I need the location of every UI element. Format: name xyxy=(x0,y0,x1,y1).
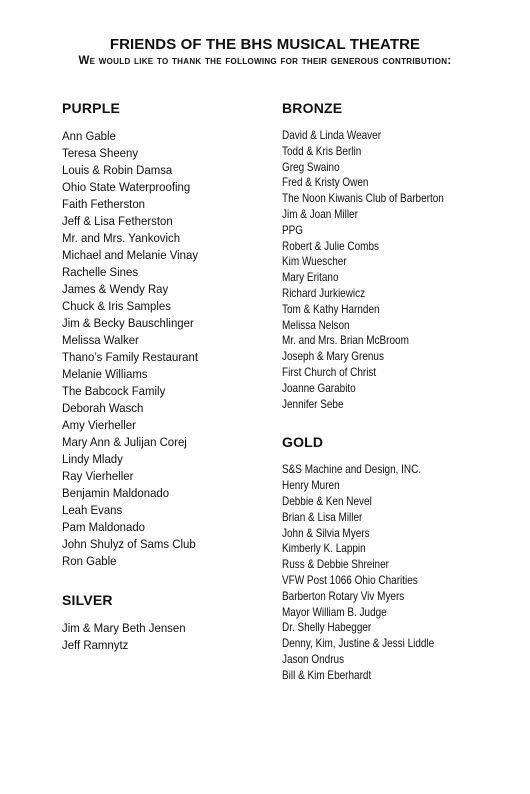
donor-name: Todd & Kris Berlin xyxy=(282,144,362,158)
donor-name: VFW Post 1066 Ohio Charities xyxy=(282,573,418,587)
donor-name: Lindy Mlady xyxy=(62,452,123,466)
bronze-list xyxy=(282,128,512,412)
donor-name: Russ & Debbie Shreiner xyxy=(282,558,389,572)
donor-name: Richard Jurkiewicz xyxy=(282,286,366,300)
purple-list xyxy=(62,128,272,570)
donor-name: First Church of Christ xyxy=(282,365,377,379)
donor-name: John Shulyz of Sams Club xyxy=(62,537,196,551)
donor-name: Jennifer Sebe xyxy=(282,397,344,411)
donor-name: Mayor William B. Judge xyxy=(282,605,387,619)
donor-name: Tom & Kathy Harnden xyxy=(282,302,380,316)
donor-name: Mr. and Mrs. Yankovich xyxy=(62,231,181,245)
donor-name: Ray Vierheller xyxy=(62,469,134,483)
donor-name: Fred & Kristy Owen xyxy=(282,176,369,190)
donor-name: Brian & Lisa Miller xyxy=(282,510,363,524)
donor-name: Deborah Wasch xyxy=(62,401,144,415)
donor-name: Rachelle Sines xyxy=(62,265,139,279)
gold-list xyxy=(282,462,512,683)
donor-name: Robert & Julie Combs xyxy=(282,239,379,253)
right-column xyxy=(282,100,512,684)
donor-name: Ohio State Waterproofing xyxy=(62,180,191,194)
donor-name: Dr. Shelly Habegger xyxy=(282,621,372,635)
donor-name: Jim & Joan Miller xyxy=(282,207,358,221)
donor-name: Melissa Nelson xyxy=(282,318,350,332)
donor-name: Mary Ann & Julijan Corej xyxy=(62,435,187,449)
purple-heading: PURPLE xyxy=(62,100,120,116)
donor-name: PPG xyxy=(282,223,304,237)
silver-list xyxy=(62,620,272,654)
donor-name: Bill & Kim Eberhardt xyxy=(282,668,372,682)
donor-name: Teresa Sheeny xyxy=(62,146,139,160)
donor-name: Jim & Becky Bauschlinger xyxy=(62,316,194,330)
donor-name: Leah Evans xyxy=(62,503,123,517)
donor-name: Joanne Garabito xyxy=(282,381,356,395)
donor-name: David & Linda Weaver xyxy=(282,129,382,142)
donor-name: John & Silvia Myers xyxy=(282,526,370,540)
donor-name: Faith Fetherston xyxy=(62,197,146,211)
donor-name: Melissa Walker xyxy=(62,333,139,347)
donor-name: The Noon Kiwanis Club of Barberton xyxy=(282,192,444,206)
donor-name: James & Wendy Ray xyxy=(62,282,169,296)
gold-heading: GOLD xyxy=(282,434,324,451)
page-title: FRIENDS OF THE BHS MUSICAL THEATRE xyxy=(109,36,421,53)
donor-name: Michael and Melanie Vinay xyxy=(62,248,199,262)
donor-name: Kim Wuescher xyxy=(282,255,347,269)
donor-name: Barberton Rotary Viv Myers xyxy=(282,589,405,603)
donor-name: Mr. and Mrs. Brian McBroom xyxy=(282,334,409,348)
donor-name: Jim & Mary Beth Jensen xyxy=(62,621,186,635)
donor-name: Mary Eritano xyxy=(282,271,339,285)
donor-name: Jeff & Lisa Fetherston xyxy=(62,214,173,228)
donor-name: S&S Machine and Design, INC. xyxy=(282,463,422,477)
donor-name: Ron Gable xyxy=(62,554,117,568)
donor-name: Joseph & Mary Grenus xyxy=(282,350,384,364)
donor-name: Jeff Ramnytz xyxy=(62,638,129,652)
page-subtitle: We would like to thank the following for their generous contribution: xyxy=(78,55,452,67)
donor-name: Melanie Williams xyxy=(62,367,148,381)
donor-name: The Babcock Family xyxy=(62,384,166,398)
donor-name: Greg Swaino xyxy=(282,160,340,174)
donor-name: Thano’s Family Restaurant xyxy=(62,350,199,364)
bronze-heading: BRONZE xyxy=(282,100,343,116)
donor-name: Chuck & Iris Samples xyxy=(62,299,171,313)
donor-name: Denny, Kim, Justine & Jessi Liddle xyxy=(282,637,435,651)
donor-name: Jason Ondrus xyxy=(282,652,345,666)
left-column xyxy=(62,100,272,654)
donor-name: Henry Muren xyxy=(282,479,340,493)
donor-name: Pam Maldonado xyxy=(62,520,146,534)
donor-name: Benjamin Maldonado xyxy=(62,486,170,500)
donor-name: Debbie & Ken Nevel xyxy=(282,494,372,508)
donor-name: Amy Vierheller xyxy=(62,418,136,432)
donor-name: Ann Gable xyxy=(62,129,116,143)
silver-heading: SILVER xyxy=(62,592,113,608)
donor-name: Louis & Robin Damsa xyxy=(62,163,173,177)
donor-name: Kimberly K. Lappin xyxy=(282,542,366,556)
